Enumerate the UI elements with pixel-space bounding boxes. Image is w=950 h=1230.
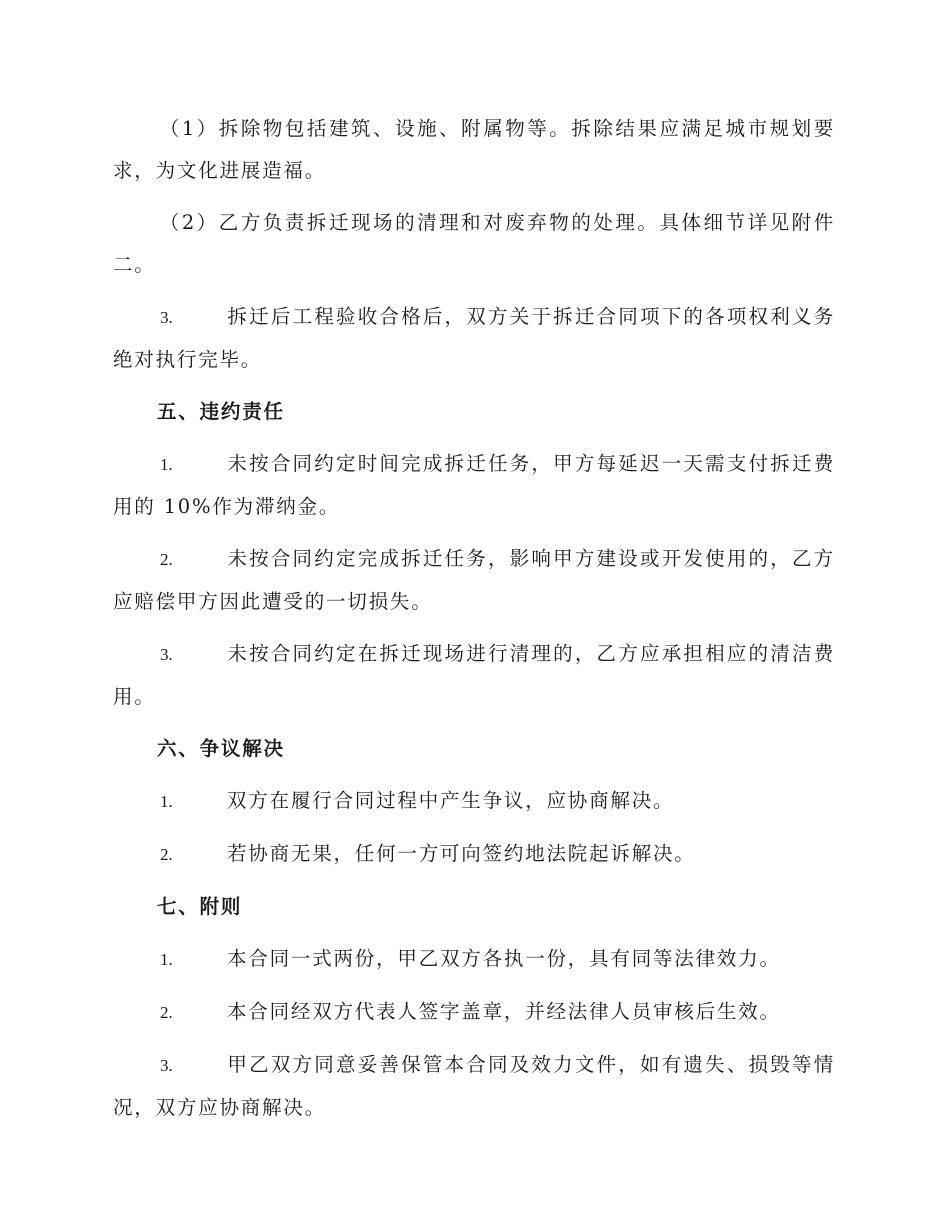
clause-item-safekeeping — [113, 1044, 835, 1129]
clause-text: 未按合同约定时间完成拆迁任务，甲方每延迟一天需支付拆迁费用的 10%作为滞纳金。 — [113, 452, 835, 518]
clause-paragraph-demolition-scope: （1）拆除物包括建筑、设施、附属物等。拆除结果应满足城市规划要求，为文化进展造福。 — [113, 117, 835, 182]
clause-text: 甲乙双方同意妥善保管本合同及效力文件，如有遗失、损毁等情况，双方应协商解决。 — [113, 1053, 835, 1119]
clause-item-acceptance — [113, 296, 835, 381]
clause-number: 1. — [160, 792, 173, 811]
section-heading-breach-liability: 五、违约责任 — [157, 400, 285, 423]
clause-number: 3. — [160, 308, 173, 327]
clause-text: 本合同一式两份，甲乙双方各执一份，具有同等法律效力。 — [227, 947, 781, 970]
clause-number: 2. — [160, 550, 173, 569]
clause-item-negotiation — [113, 780, 835, 823]
clause-number: 3. — [160, 645, 173, 664]
clause-number: 2. — [160, 1003, 173, 1022]
clause-item-compensation — [113, 538, 835, 623]
clause-item-litigation — [113, 833, 835, 876]
section-heading-supplementary-provisions: 七、附则 — [157, 895, 243, 918]
clause-text: 未按合同约定完成拆迁任务，影响甲方建设或开发使用的，乙方应赔偿甲方因此遭受的一切损失。 — [113, 547, 835, 613]
clause-item-cleaning-cost — [113, 633, 835, 718]
clause-number: 2. — [160, 845, 173, 864]
document-body — [113, 108, 835, 1139]
section-heading-dispute-resolution: 六、争议解决 — [157, 737, 285, 760]
clause-text: 拆迁后工程验收合格后，双方关于拆迁合同项下的各项权利义务绝对执行完毕。 — [113, 305, 835, 371]
clause-number: 3. — [160, 1056, 173, 1075]
clause-paragraph-site-cleanup: （2）乙方负责拆迁现场的清理和对废弃物的处理。具体细节详见附件二。 — [113, 211, 835, 276]
clause-number: 1. — [160, 950, 173, 969]
clause-item-copies — [113, 938, 835, 981]
clause-text: 双方在履行合同过程中产生争议，应协商解决。 — [227, 789, 675, 812]
clause-text: 若协商无果，任何一方可向签约地法院起诉解决。 — [227, 842, 696, 865]
clause-text: 本合同经双方代表人签字盖章，并经法律人员审核后生效。 — [227, 1000, 781, 1023]
clause-item-late-penalty — [113, 443, 835, 528]
clause-text: 未按合同约定在拆迁现场进行清理的，乙方应承担相应的清洁费用。 — [113, 642, 835, 708]
clause-number: 1. — [160, 455, 173, 474]
clause-item-effectiveness — [113, 991, 835, 1034]
